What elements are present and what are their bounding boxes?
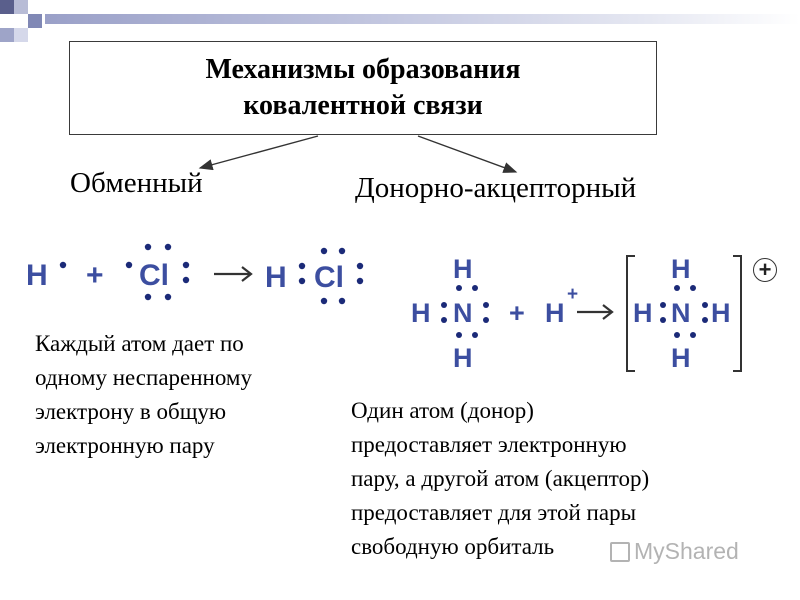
donor-acceptor-description: [351, 394, 649, 564]
hcl-plus-sign: +: [86, 259, 104, 292]
description-line: пару, а другой атом (акцептор): [351, 466, 650, 491]
ammonium-charge-circle: [753, 258, 777, 282]
proton-charge: +: [567, 284, 579, 305]
title-line-1: Механизмы образования: [205, 54, 521, 85]
exchange-description: [35, 327, 252, 463]
hcl-product-h: H: [265, 261, 287, 294]
watermark-text: MyShared: [634, 538, 739, 564]
description-line: Каждый атом дает по: [35, 331, 244, 356]
ammonium-reaction-arrow: [577, 305, 612, 319]
nh3-n-atom: N: [453, 298, 473, 328]
ammonium-plus-sign: +: [509, 298, 525, 328]
watermark-logo-icon: [610, 542, 630, 562]
hcl-equation: [0, 225, 380, 315]
description-line: свободную орбиталь: [351, 534, 555, 559]
description-line: предоставляет для этой пары: [351, 500, 637, 525]
hcl-reaction-arrow: [214, 267, 251, 281]
nh4-h-left: H: [633, 298, 653, 328]
arrow-to-exchange: [200, 136, 318, 168]
nh4-h-bottom: H: [671, 343, 691, 373]
description-line: Один атом (донор): [351, 398, 534, 423]
nh4-h-top: H: [671, 254, 691, 284]
nh3-h-left: H: [411, 298, 431, 328]
description-line: электрону в общую: [35, 399, 227, 424]
hcl-cl-atom: Cl: [139, 259, 169, 292]
title-line-2: ковалентной связи: [243, 90, 483, 121]
heading-donor-acceptor: Донорно-акцепторный: [355, 172, 637, 204]
ammonium-charge: +: [758, 257, 772, 282]
nh4-n-atom: N: [671, 298, 691, 328]
nh4-h-right: H: [711, 298, 731, 328]
nh3-h-bottom: H: [453, 343, 473, 373]
description-line: предоставляет электронную: [351, 432, 627, 457]
watermark: [610, 538, 739, 565]
arrow-to-donor-acceptor: [418, 136, 516, 172]
description-line: одному неспаренному: [35, 365, 252, 390]
nh3-h-top: H: [453, 254, 473, 284]
hcl-h-atom: H: [26, 259, 48, 292]
heading-exchange: Обменный: [70, 167, 203, 199]
hcl-product-cl: Cl: [314, 261, 344, 294]
proton-h: H: [545, 298, 565, 328]
ammonium-equation: [395, 250, 790, 375]
description-line: электронную пару: [35, 433, 215, 458]
